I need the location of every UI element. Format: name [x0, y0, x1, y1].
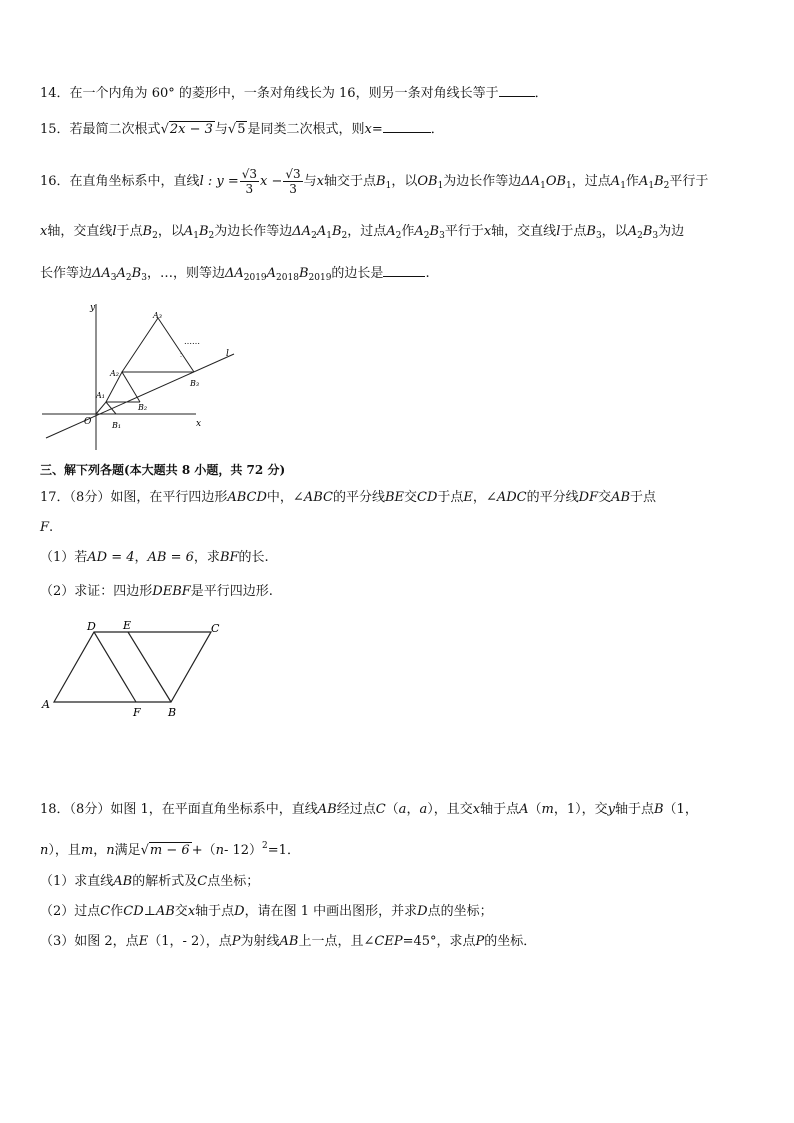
question-17-line-1: 17．（8分）如图，在平行四边形ABCD中，∠ABC的平分线BE交CD于点E，∠ADC的平分线DF交AB于点 — [40, 490, 657, 505]
line-l — [46, 354, 234, 438]
label-a1: A₁ — [96, 391, 105, 400]
section-3-heading: 三、解下列各题(本大题共 8 小题，共 72 分) — [40, 463, 286, 477]
label-o: O — [84, 417, 92, 427]
question-17-line-2: F. — [40, 520, 54, 535]
sqrt-expression: √5 — [227, 122, 246, 137]
label-x: x — [196, 419, 202, 429]
label-dots: …… — [184, 337, 200, 346]
question-17-part-1: （1）若AD = 4，AB = 6，求BF的长. — [40, 550, 269, 565]
question-16-line-2: x轴，交直线l于点$B_2$，以$A_1B_2$为边长作等边$\Delta A_2A_1B_2$，过点$A_2$作$A_2B_3$平行于x轴，交直线l于点$B_3$，以$A_2B_3$为边 — [40, 224, 685, 241]
segment-df — [94, 632, 136, 702]
q17-number: 17． — [40, 490, 70, 505]
label-y: y — [90, 303, 96, 313]
question-17-part-2: （2）求证：四边形DEBF是平行四边形. — [40, 584, 273, 599]
question-16-line-3: 长作等边$\Delta A_3A_2B_3$，…，则等边$\Delta A_{2019}A_{2018}B_{2019}$的边长是 . — [40, 262, 430, 288]
question-16-line-1: 16．在直角坐标系中，直线l : y = $\frac{√3}{3}$ x − $\frac{√3}{3}$ 与x轴交于点$B_1$，以$OB_1$为边长作等边$\Delta A_1OB_1$，过点$A_1$作$A_1B_2$平行于 — [40, 167, 709, 196]
sqrt-expression: √m − 6 — [140, 843, 190, 858]
label-a: A — [42, 698, 50, 711]
answer-blank[interactable] — [383, 118, 431, 133]
q14-text-b: 的菱形中，一条对角线长为 16，则另一条对角线长等于 — [178, 86, 499, 101]
q14-angle: 60° — [151, 86, 175, 101]
figure-17-parallelogram — [36, 616, 236, 720]
label-e: E — [123, 619, 132, 632]
parallelogram-abcd — [54, 632, 211, 702]
question-18-part-3: （3）如图 2，点E（1，- 2），点P为射线AB上一点，且∠CEP=45°，求点P的坐标． — [40, 934, 537, 949]
q14-number: 14． — [40, 86, 70, 101]
label-b1: B₁ — [112, 421, 122, 430]
answer-blank[interactable] — [383, 262, 425, 277]
label-c: C — [211, 622, 220, 635]
label-b3: B₃ — [190, 379, 200, 388]
question-18-part-2: （2）过点C作CD⊥AB交x轴于点D，请在图 1 中画出图形，并求D点的坐标； — [40, 904, 493, 919]
figure-16-diagram — [36, 298, 246, 454]
fraction: $\frac{√3}{3}$ — [285, 167, 301, 196]
label-d: D — [87, 620, 96, 633]
question-18-line-2: n），且m，n满足√m − 6 +（n- 12）$^2$=1． — [40, 836, 300, 861]
q15-number: 15． — [40, 122, 70, 137]
segment-be — [128, 632, 171, 702]
question-18-part-1: （1）求直线AB的解析式及C点坐标； — [40, 874, 260, 889]
sqrt-expression: √2x − 3 — [160, 122, 213, 137]
label-a2: A₂ — [110, 369, 119, 378]
label-f: F — [133, 706, 141, 719]
q14-text-a: 在一个内角为 — [69, 86, 148, 101]
label-a3: A₃ — [153, 311, 162, 320]
q18-number: 18． — [40, 802, 70, 817]
label-b: B — [168, 706, 177, 719]
label-l: l — [226, 349, 229, 359]
question-14: 14．在一个内角为 60° 的菱形中，一条对角线长为 16，则另一条对角线长等于 ． — [40, 82, 548, 104]
q16-number: 16． — [40, 174, 70, 189]
question-18-line-1: 18．（8分）如图 1，在平面直角坐标系中，直线AB经过点C（a，a），且交x轴于点A（m，1），交y轴于点B（1， — [40, 802, 698, 817]
label-b2: B₂ — [138, 403, 148, 412]
question-15: 15．若最简二次根式√2x − 3 与√5 是同类二次根式，则x= ． — [40, 118, 444, 140]
fraction: $\frac{√3}{3}$ — [241, 167, 258, 196]
answer-blank[interactable] — [499, 82, 535, 97]
